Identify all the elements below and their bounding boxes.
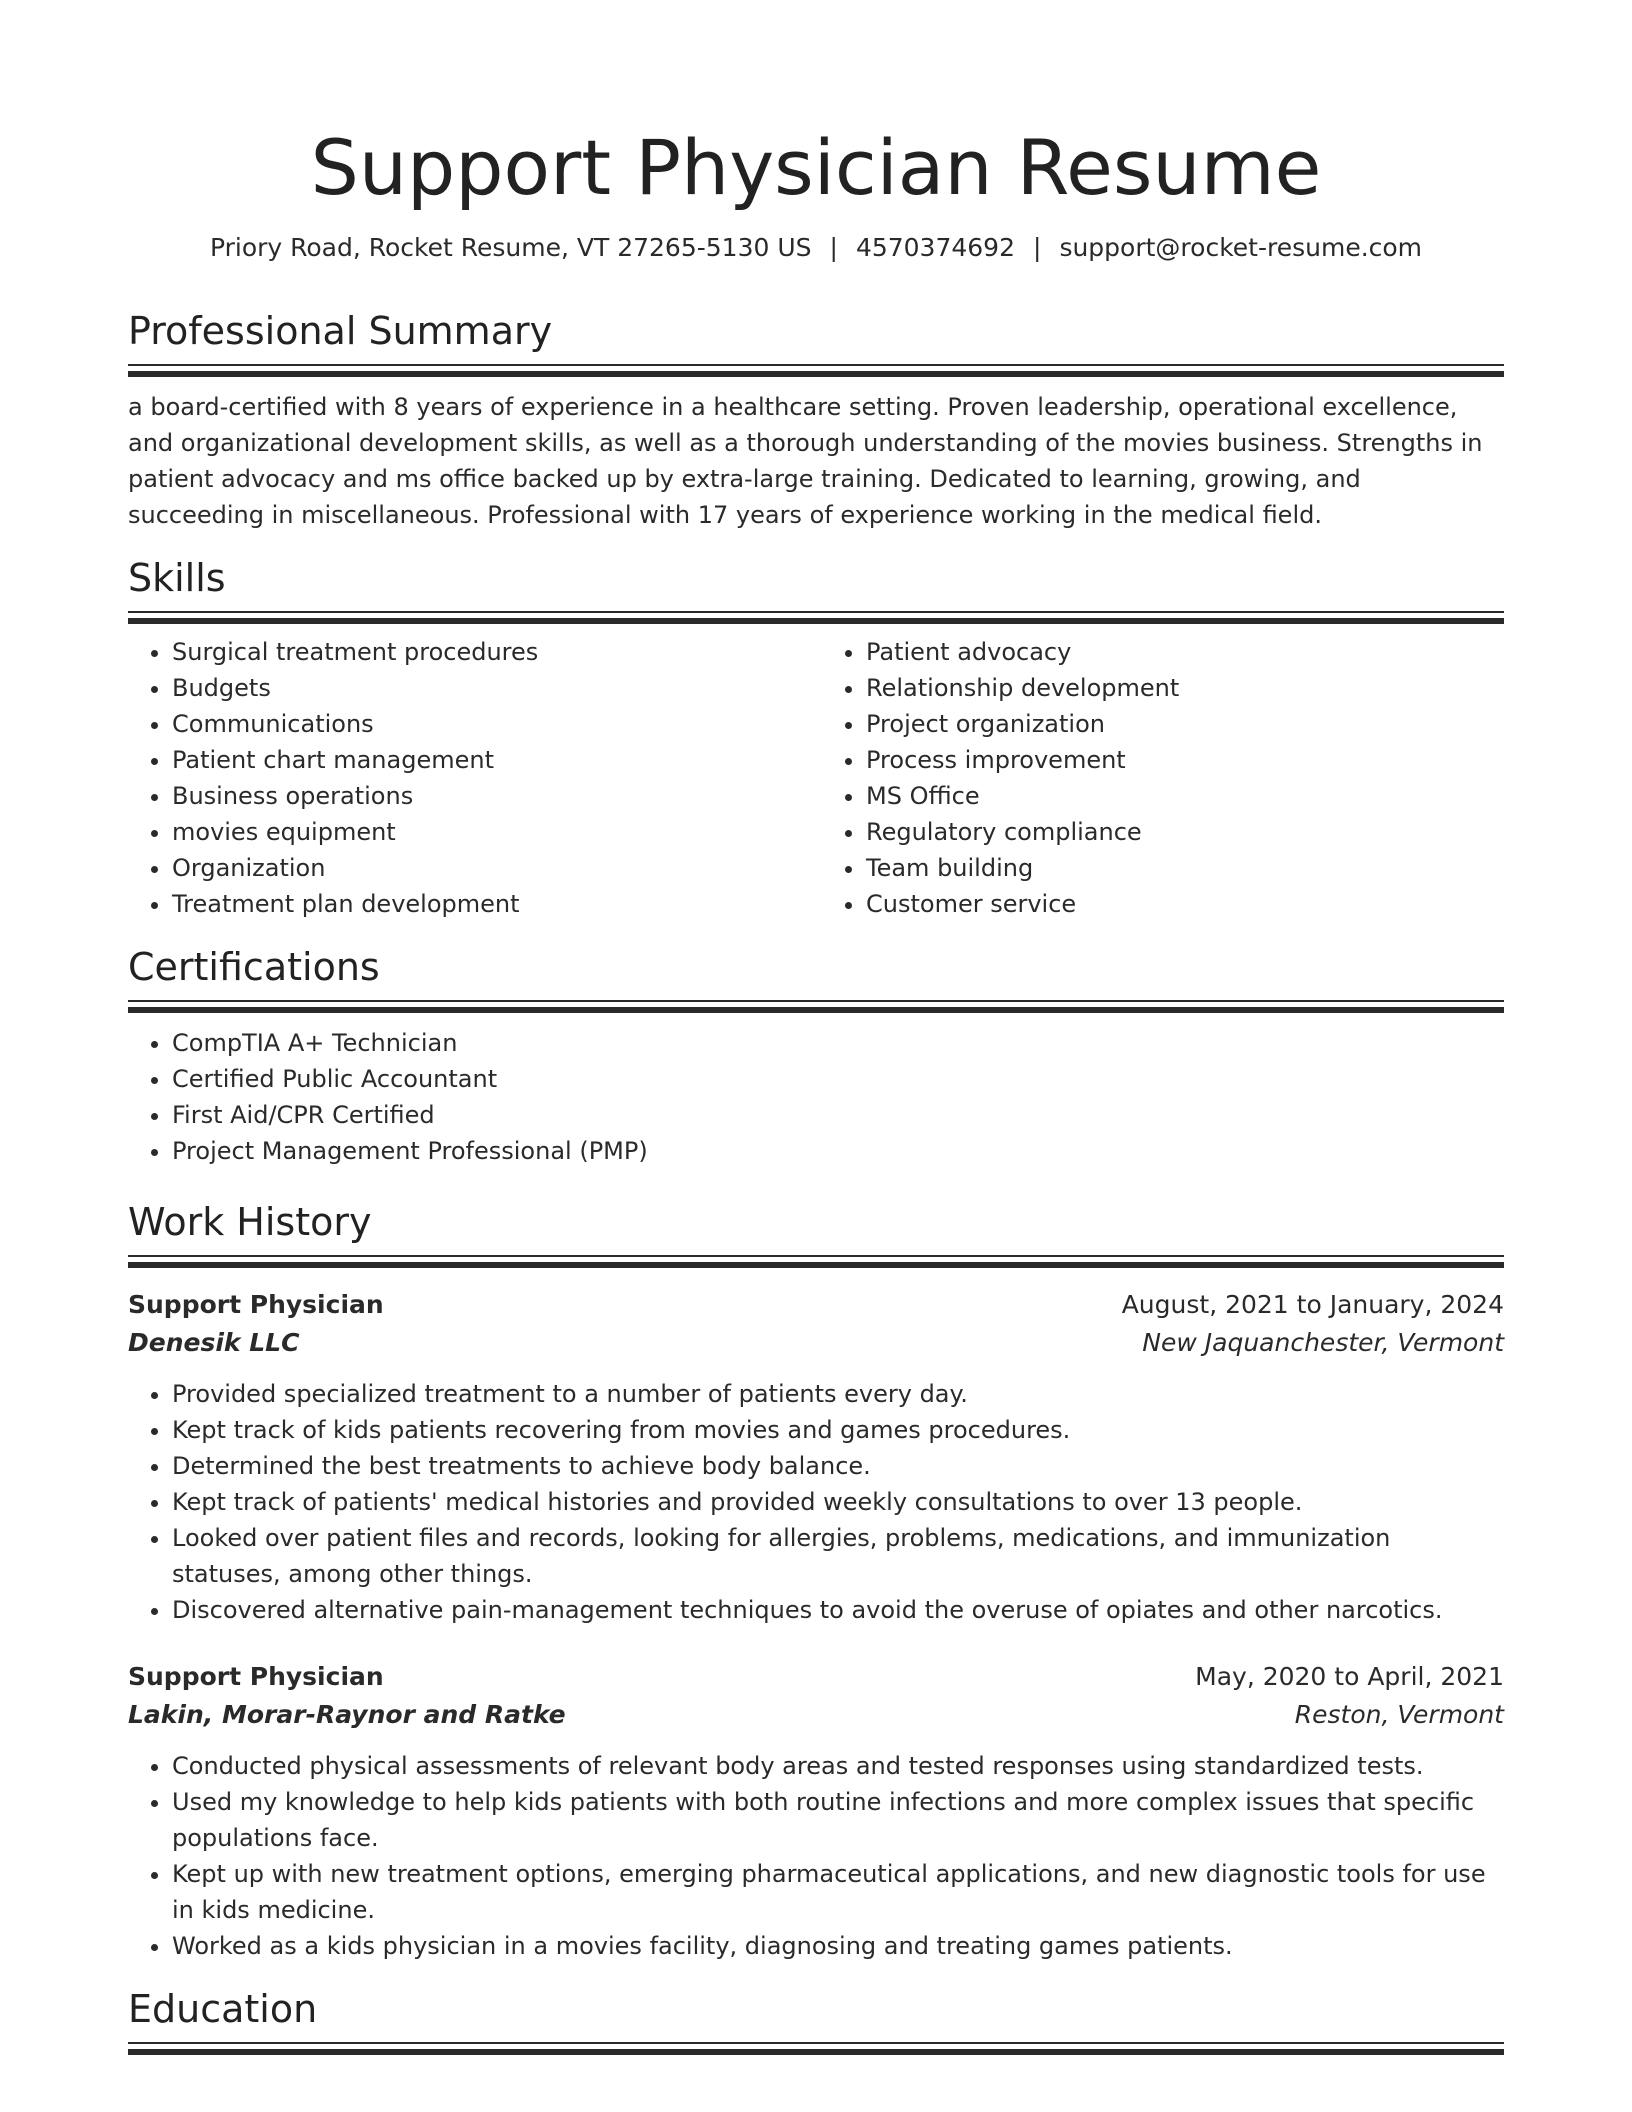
section-divider [128,611,1504,624]
section-divider [128,2042,1504,2055]
list-item: • Project Management Professional (PMP) [172,1133,1504,1169]
list-item: • Used my knowledge to help kids patients with both routine infections and more complex issues that specific populations face. [172,1784,1504,1856]
list-item: • Looked over patient files and records, looking for allergies, problems, medications, and immunization statuses, among other things. [172,1520,1504,1592]
summary-text: a board-certified with 8 years of experience in a healthcare setting. Proven leadership, operational excellence, and organizational development skills, as well as a thorough understanding of the movies business. Strengths in patient advocacy and ms office backed up by extra-large training. Dedicated to learning, growing, and succeeding in miscellaneous. Professional with 17 years of experience working in the medical field. [128,393,1483,529]
list-item: • Surgical treatment procedures [172,634,816,670]
contact-line [128,232,1504,264]
page-title: Support Physician Resume [310,123,1322,212]
skills-list-right [816,634,1504,922]
list-item: • Patient advocacy [866,634,1504,670]
job-header [128,1286,1504,1324]
list-item: • Customer service [866,886,1504,922]
list-item: • CompTIA A+ Technician [172,1025,1504,1061]
job-entry [128,1286,1504,1628]
certifications-section [128,944,1504,1169]
list-item: • Worked as a kids physician in a movies facility, diagnosing and treating games patients. [172,1928,1504,1964]
skills-section [128,555,1504,922]
list-item: • Kept up with new treatment options, emerging pharmaceutical applications, and new diagnostic tools for use in kids medicine. [172,1856,1504,1928]
education-heading: Education [128,1987,318,2031]
resume-page [128,0,1504,2055]
work-section [128,1199,1504,1964]
list-item: • Budgets [172,670,816,706]
work-heading: Work History [128,1200,372,1244]
list-item: • Provided specialized treatment to a number of patients every day. [172,1376,1504,1412]
list-item: • Relationship development [866,670,1504,706]
list-item: • Conducted physical assessments of relevant body areas and tested responses using standardized tests. [172,1748,1504,1784]
contact-separator: | [829,233,838,262]
skills-list-left [128,634,816,922]
job-bullets [128,1376,1504,1628]
list-item: • Business operations [172,778,816,814]
job-company: Denesik LLC [128,1328,300,1357]
certifications-list [128,1025,1504,1169]
skills-columns [128,634,1504,922]
list-item: • Organization [172,850,816,886]
list-item: • Kept track of kids patients recovering from movies and games procedures. [172,1412,1504,1448]
job-dates: May, 2020 to April, 2021 [1195,1662,1504,1691]
list-item: • Regulatory compliance [866,814,1504,850]
section-divider [128,1255,1504,1268]
job-title: Support Physician [128,1662,384,1691]
list-item: • Process improvement [866,742,1504,778]
job-entry [128,1658,1504,1964]
job-subheader [128,1324,1504,1362]
list-item: • MS Office [866,778,1504,814]
job-location: New Jaquanchester, Vermont [1142,1328,1504,1357]
job-dates: August, 2021 to January, 2024 [1121,1290,1504,1319]
job-company: Lakin, Morar-Raynor and Ratke [128,1700,566,1729]
job-subheader [128,1696,1504,1734]
list-item: • Certified Public Accountant [172,1061,1504,1097]
list-item: • Team building [866,850,1504,886]
section-divider [128,364,1504,377]
list-item: • Communications [172,706,816,742]
contact-address: Priory Road, Rocket Resume, VT 27265-5130 US [209,233,812,262]
education-section [128,1986,1504,2055]
list-item: • Determined the best treatments to achieve body balance. [172,1448,1504,1484]
summary-heading: Professional Summary [128,309,553,353]
skills-heading: Skills [128,556,226,600]
contact-phone: 4570374692 [855,233,1015,262]
job-location: Reston, Vermont [1294,1700,1504,1729]
job-title: Support Physician [128,1290,384,1319]
certifications-heading: Certifications [128,945,380,989]
section-divider [128,1000,1504,1013]
summary-section [128,308,1504,533]
job-header [128,1658,1504,1696]
job-bullets [128,1748,1504,1964]
list-item: • Kept track of patients' medical histories and provided weekly consultations to over 13 people. [172,1484,1504,1520]
list-item: • Project organization [866,706,1504,742]
list-item: • Patient chart management [172,742,816,778]
contact-separator: | [1033,233,1042,262]
list-item: • Discovered alternative pain-management techniques to avoid the overuse of opiates and other narcotics. [172,1592,1504,1628]
list-item: • movies equipment [172,814,816,850]
contact-email: support@rocket-resume.com [1059,233,1423,262]
list-item: • Treatment plan development [172,886,816,922]
list-item: • First Aid/CPR Certified [172,1097,1504,1133]
